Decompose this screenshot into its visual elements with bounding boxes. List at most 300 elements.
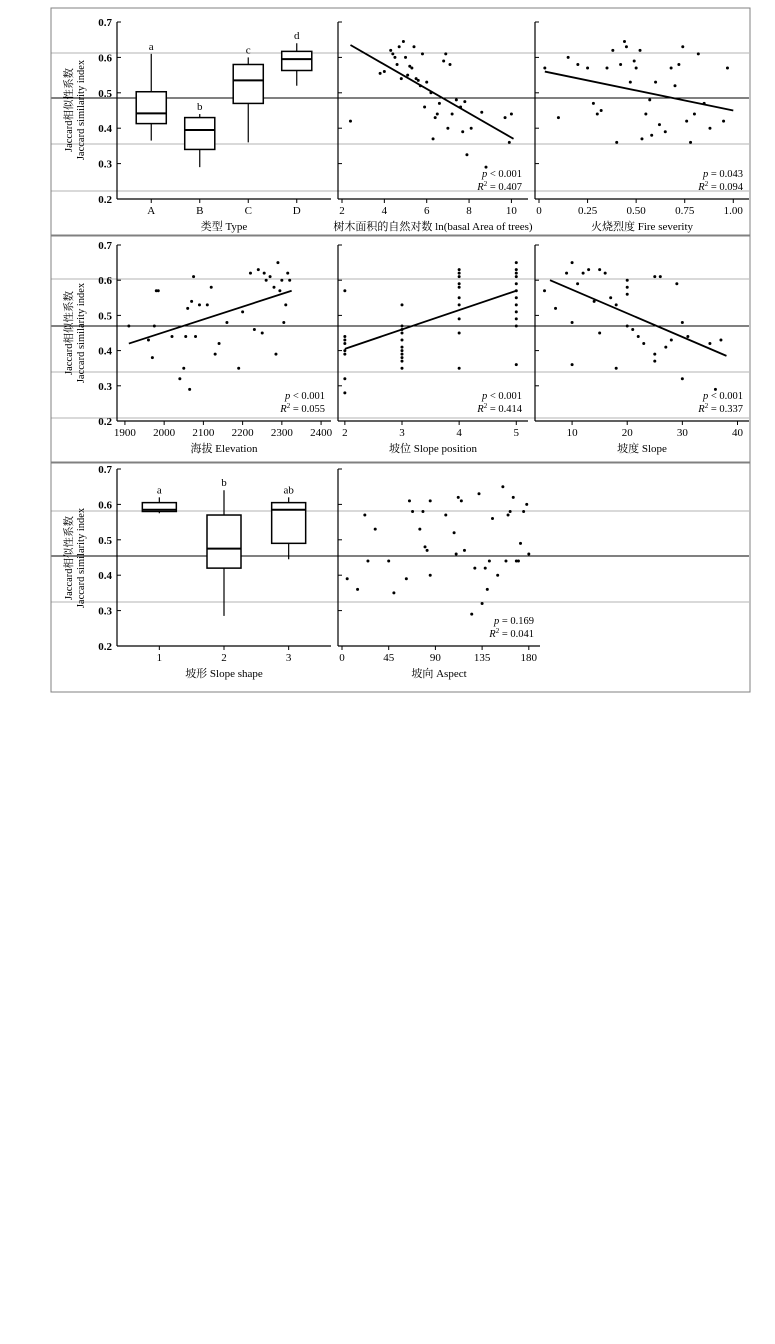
data-point — [515, 268, 518, 271]
x-tick-label: 3 — [399, 427, 405, 439]
data-point — [424, 545, 427, 548]
data-point — [225, 321, 228, 324]
box-body — [282, 51, 312, 70]
y-label-cn-row-2: Jaccard相似性系数 — [64, 291, 75, 375]
data-point — [609, 296, 612, 299]
data-point — [515, 310, 518, 313]
data-point — [458, 317, 461, 320]
data-point — [278, 289, 281, 292]
data-point — [525, 503, 528, 506]
data-point — [444, 52, 447, 55]
data-point — [343, 353, 346, 356]
data-point — [576, 282, 579, 285]
data-point — [186, 307, 189, 310]
data-point — [626, 279, 629, 282]
data-point — [127, 324, 130, 327]
data-point — [670, 67, 673, 70]
data-point — [480, 111, 483, 114]
data-point — [501, 485, 504, 488]
data-point — [379, 72, 382, 75]
y-tick-label: 0.6 — [98, 275, 112, 288]
data-point — [436, 113, 439, 116]
data-point — [458, 286, 461, 289]
data-point — [408, 499, 411, 502]
x-tick-label: 5 — [513, 427, 520, 439]
data-point — [491, 517, 494, 520]
data-point — [429, 574, 432, 577]
data-point — [273, 286, 276, 289]
y-tick-label: 0.2 — [98, 641, 112, 653]
significance-letter: ab — [283, 484, 294, 497]
x-axis-label: 类型 Type — [200, 221, 248, 233]
x-tick-label: 0 — [339, 652, 345, 664]
significance-letter: a — [148, 40, 154, 53]
data-point — [515, 261, 518, 264]
data-point — [393, 56, 396, 59]
x-tick-label: 45 — [383, 652, 395, 664]
y-tick-label: 0.4 — [98, 345, 112, 358]
data-point — [681, 321, 684, 324]
data-point — [571, 261, 574, 264]
data-point — [401, 324, 404, 327]
x-axis-label: 坡位 Slope position — [388, 443, 478, 455]
data-point — [504, 116, 507, 119]
data-point — [477, 492, 480, 495]
x-tick-label: D — [292, 205, 301, 217]
y-tick-label: 0.5 — [98, 534, 112, 547]
data-point — [576, 63, 579, 66]
x-axis-label: 火烧烈度 Fire severity — [590, 221, 694, 233]
x-tick-label: 1.00 — [723, 205, 743, 217]
data-point — [670, 339, 673, 342]
data-point — [693, 113, 696, 116]
data-point — [635, 67, 638, 70]
data-point — [458, 282, 461, 285]
data-point — [637, 335, 640, 338]
data-point — [648, 98, 651, 101]
data-point — [543, 67, 546, 70]
y-tick-label: 0.4 — [98, 570, 112, 583]
y-label-en-row-2: Jaccard similarity index — [76, 282, 87, 384]
box-body — [207, 515, 241, 568]
r-squared-label: $R^2 = 0.055$ — [280, 402, 325, 415]
data-point — [517, 560, 520, 563]
data-point — [274, 353, 277, 356]
x-axis-label: 坡向 Aspect — [411, 668, 467, 680]
data-point — [515, 272, 518, 275]
x-tick-label: 2400 — [310, 427, 333, 439]
data-point — [571, 321, 574, 324]
data-point — [571, 363, 574, 366]
x-tick-label: 2000 — [153, 427, 176, 439]
x-tick-label: 1900 — [113, 427, 136, 439]
data-point — [257, 268, 260, 271]
data-point — [391, 52, 394, 55]
data-point — [151, 356, 154, 359]
box-body — [136, 92, 166, 124]
y-tick-label: 0.2 — [98, 416, 112, 428]
data-point — [615, 141, 618, 144]
y-tick-label: 0.4 — [98, 123, 112, 136]
data-point — [387, 560, 390, 563]
data-point — [184, 335, 187, 338]
x-tick-label: B — [196, 205, 204, 217]
data-point — [697, 52, 700, 55]
data-point — [442, 59, 445, 62]
data-point — [401, 339, 404, 342]
data-point — [515, 317, 518, 320]
p-value-label: p < 0.001 — [481, 169, 522, 180]
data-point — [708, 342, 711, 345]
data-point — [708, 127, 711, 130]
x-tick-label: 0.25 — [577, 205, 598, 217]
data-point — [557, 116, 560, 119]
data-point — [249, 272, 252, 275]
r-squared-label: $R^2 = 0.414$ — [477, 402, 522, 415]
data-point — [654, 81, 657, 84]
data-point — [453, 531, 456, 534]
data-point — [515, 282, 518, 285]
data-point — [481, 602, 484, 605]
y-tick-label: 0.7 — [98, 17, 112, 29]
data-point — [644, 113, 647, 116]
y-tick-label: 0.5 — [98, 87, 112, 100]
data-point — [269, 275, 272, 278]
data-point — [619, 63, 622, 66]
data-point — [629, 81, 632, 84]
significance-letter: b — [221, 477, 227, 490]
data-point — [405, 577, 408, 580]
data-point — [426, 549, 429, 552]
data-point — [401, 353, 404, 356]
x-tick-label: 10 — [505, 205, 517, 217]
data-point — [404, 56, 407, 59]
data-point — [457, 496, 460, 499]
data-point — [147, 339, 150, 342]
x-tick-label: 4 — [381, 205, 388, 217]
data-point — [554, 307, 557, 310]
data-point — [210, 286, 213, 289]
data-point — [178, 377, 181, 380]
data-point — [444, 514, 447, 517]
data-point — [343, 349, 346, 352]
p-value-label: p = 0.169 — [493, 616, 534, 627]
data-point — [509, 510, 512, 513]
data-point — [461, 130, 464, 133]
data-point — [401, 367, 404, 370]
data-point — [685, 120, 688, 123]
data-point — [284, 303, 287, 306]
data-point — [458, 275, 461, 278]
data-point — [343, 289, 346, 292]
y-tick-label: 0.3 — [98, 158, 112, 171]
y-tick-label: 0.2 — [98, 194, 112, 206]
data-point — [686, 335, 689, 338]
data-point — [642, 342, 645, 345]
data-point — [411, 510, 414, 513]
data-point — [465, 153, 468, 156]
p-value-label: p < 0.001 — [702, 391, 743, 402]
data-point — [460, 499, 463, 502]
data-point — [640, 137, 643, 140]
data-point — [261, 332, 264, 335]
data-point — [401, 356, 404, 359]
data-point — [675, 282, 678, 285]
data-point — [349, 120, 352, 123]
data-point — [417, 79, 420, 82]
data-point — [218, 342, 221, 345]
data-point — [600, 109, 603, 112]
x-tick-label: 0.50 — [626, 205, 646, 217]
data-point — [515, 363, 518, 366]
r-squared-label: $R^2 = 0.337$ — [698, 402, 743, 415]
x-tick-label: 3 — [285, 652, 292, 664]
data-point — [401, 332, 404, 335]
data-point — [434, 116, 437, 119]
data-point — [507, 514, 510, 517]
data-point — [429, 499, 432, 502]
data-point — [451, 113, 454, 116]
box-body — [233, 64, 263, 103]
data-point — [604, 272, 607, 275]
x-tick-label: 2100 — [192, 427, 215, 439]
data-point — [512, 496, 515, 499]
x-tick-label: A — [147, 205, 156, 217]
data-point — [418, 528, 421, 531]
data-point — [366, 560, 369, 563]
data-point — [214, 353, 217, 356]
data-point — [398, 45, 401, 48]
data-point — [596, 113, 599, 116]
x-tick-label: 10 — [566, 427, 578, 439]
y-label-cn-row-1: Jaccard相似性系数 — [64, 68, 75, 152]
data-point — [406, 74, 409, 77]
x-tick-label: 2 — [339, 205, 345, 217]
data-point — [198, 303, 201, 306]
y-label-cn-row-3: Jaccard相似性系数 — [64, 516, 75, 600]
data-point — [421, 52, 424, 55]
x-tick-label: C — [244, 205, 252, 217]
data-point — [658, 123, 661, 126]
x-tick-label: 180 — [520, 652, 538, 664]
data-point — [653, 353, 656, 356]
p-value-label: p < 0.001 — [284, 391, 325, 402]
data-point — [664, 346, 667, 349]
data-point — [423, 105, 426, 108]
data-point — [664, 130, 667, 133]
data-point — [276, 261, 279, 264]
y-tick-label: 0.6 — [98, 52, 112, 65]
data-point — [659, 275, 662, 278]
x-tick-label: 6 — [423, 205, 430, 217]
data-point — [519, 542, 522, 545]
y-tick-label: 0.3 — [98, 605, 112, 618]
data-point — [458, 296, 461, 299]
data-point — [153, 324, 156, 327]
data-point — [515, 275, 518, 278]
data-point — [458, 367, 461, 370]
data-point — [343, 339, 346, 342]
data-point — [410, 67, 413, 70]
data-point — [396, 63, 399, 66]
data-point — [458, 272, 461, 275]
significance-letter: d — [294, 30, 300, 43]
data-point — [626, 324, 629, 327]
x-tick-label: 20 — [621, 427, 633, 439]
data-point — [592, 102, 595, 105]
data-point — [527, 552, 530, 555]
data-point — [674, 84, 677, 87]
data-point — [689, 141, 692, 144]
data-point — [515, 303, 518, 306]
data-point — [346, 577, 349, 580]
data-point — [615, 367, 618, 370]
x-axis-label: 树木面积的自然对数 ln(basal Area of trees) — [333, 221, 533, 233]
data-point — [653, 275, 656, 278]
data-point — [510, 113, 513, 116]
data-point — [625, 45, 628, 48]
data-point — [681, 45, 684, 48]
data-point — [639, 49, 642, 52]
x-tick-label: 4 — [456, 427, 462, 439]
significance-letter: b — [197, 101, 203, 114]
data-point — [171, 335, 174, 338]
x-tick-label: 30 — [676, 427, 688, 439]
data-point — [400, 77, 403, 80]
data-point — [615, 303, 618, 306]
x-tick-label: 90 — [429, 652, 441, 664]
x-tick-label: 2 — [221, 652, 227, 664]
data-point — [598, 332, 601, 335]
data-point — [425, 81, 428, 84]
data-point — [726, 67, 729, 70]
data-point — [653, 360, 656, 363]
y-label-en-row-3: Jaccard similarity index — [76, 507, 87, 609]
r-squared-label: $R^2 = 0.407$ — [477, 180, 522, 193]
x-axis-label: 坡度 Slope — [617, 443, 667, 455]
significance-letter: c — [245, 44, 251, 57]
data-point — [626, 286, 629, 289]
data-point — [606, 67, 609, 70]
data-point — [343, 377, 346, 380]
data-point — [343, 335, 346, 338]
data-point — [567, 56, 570, 59]
data-point — [496, 574, 499, 577]
data-point — [515, 296, 518, 299]
data-point — [598, 268, 601, 271]
data-point — [677, 63, 680, 66]
data-point — [389, 49, 392, 52]
data-point — [484, 567, 487, 570]
data-point — [421, 510, 424, 513]
data-point — [157, 289, 160, 292]
data-point — [543, 289, 546, 292]
data-point — [633, 59, 636, 62]
r-squared-label: $R^2 = 0.094$ — [698, 180, 743, 193]
x-tick-label: 1 — [156, 652, 163, 664]
data-point — [401, 349, 404, 352]
data-point — [402, 40, 405, 43]
data-point — [455, 552, 458, 555]
data-point — [401, 360, 404, 363]
data-point — [401, 303, 404, 306]
y-tick-label: 0.7 — [98, 464, 112, 476]
x-tick-label: 0 — [536, 205, 542, 217]
data-point — [611, 49, 614, 52]
data-point — [515, 324, 518, 327]
data-point — [356, 588, 359, 591]
data-point — [401, 346, 404, 349]
data-point — [626, 293, 629, 296]
data-point — [446, 127, 449, 130]
y-tick-label: 0.7 — [98, 240, 112, 252]
data-point — [565, 272, 568, 275]
y-tick-label: 0.3 — [98, 380, 112, 393]
p-value-label: p = 0.043 — [702, 169, 743, 180]
data-point — [470, 127, 473, 130]
data-point — [463, 100, 466, 103]
data-point — [438, 102, 441, 105]
data-point — [488, 560, 491, 563]
data-point — [282, 321, 285, 324]
data-point — [504, 560, 507, 563]
data-point — [280, 279, 283, 282]
data-point — [463, 549, 466, 552]
data-point — [286, 272, 289, 275]
data-point — [253, 328, 256, 331]
box-body — [185, 118, 215, 150]
y-tick-label: 0.6 — [98, 499, 112, 512]
data-point — [194, 335, 197, 338]
significance-letter: a — [156, 484, 162, 497]
x-tick-label: 0.75 — [675, 205, 695, 217]
x-tick-label: 2300 — [270, 427, 293, 439]
data-point — [206, 303, 209, 306]
x-tick-label: 2200 — [231, 427, 254, 439]
data-point — [719, 339, 722, 342]
data-point — [241, 310, 244, 313]
data-point — [582, 272, 585, 275]
data-point — [383, 70, 386, 73]
data-point — [623, 40, 626, 43]
p-value-label: p < 0.001 — [481, 391, 522, 402]
x-tick-label: 2 — [342, 427, 348, 439]
data-point — [473, 567, 476, 570]
data-point — [182, 367, 185, 370]
x-tick-label: 135 — [473, 652, 491, 664]
data-point — [343, 391, 346, 394]
data-point — [486, 588, 489, 591]
data-point — [432, 137, 435, 140]
x-axis-label: 海拔 Elevation — [190, 443, 258, 455]
data-point — [192, 275, 195, 278]
x-tick-label: 40 — [731, 427, 743, 439]
x-tick-label: 8 — [466, 205, 472, 217]
data-point — [458, 303, 461, 306]
data-point — [288, 279, 291, 282]
data-point — [458, 268, 461, 271]
data-point — [237, 367, 240, 370]
data-point — [265, 279, 268, 282]
data-point — [470, 613, 473, 616]
r-squared-label: $R^2 = 0.041$ — [489, 627, 534, 640]
data-point — [363, 514, 366, 517]
data-point — [631, 328, 634, 331]
data-point — [650, 134, 653, 137]
data-point — [508, 141, 511, 144]
data-point — [455, 98, 458, 101]
data-point — [374, 528, 377, 531]
